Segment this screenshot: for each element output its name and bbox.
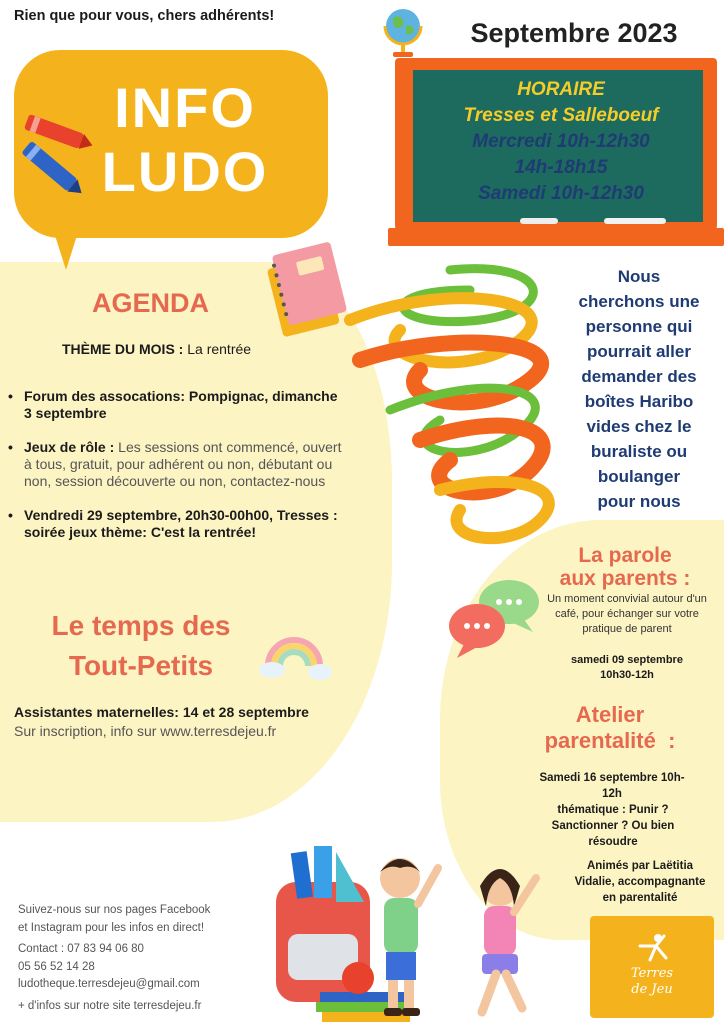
parole-date-line1: samedi 09 septembre xyxy=(571,654,683,666)
search-line: demander des xyxy=(581,367,697,386)
contact-block xyxy=(18,902,244,1015)
parole-description: Un moment convivial autour d'un café, pour échanger sur votre pratique de parent xyxy=(547,593,707,635)
parole-title xyxy=(540,544,710,590)
schedule-line1: Mercredi 10h-12h30 xyxy=(472,131,650,152)
assistantes-maternelles: Assistantes maternelles: 14 et 28 septembre xyxy=(14,704,309,720)
follow-line2: et Instagram pour les infos en direct! xyxy=(18,921,205,934)
follow-line1: Suivez-nous sur nos pages Facebook xyxy=(18,904,211,916)
atelier-theme-line1: thématique : Punir ? xyxy=(557,804,669,816)
atelier-date xyxy=(522,770,702,802)
kids-illustration xyxy=(274,842,574,1024)
website-link: + d'infos sur notre site terresdejeu.fr xyxy=(18,999,202,1012)
atelier-title xyxy=(518,702,702,754)
bubble-title-line1: INFO xyxy=(114,76,256,139)
agenda-item-bold: Jeux de rôle : xyxy=(24,439,119,455)
tagline: Rien que pour vous, chers adhérents! xyxy=(14,8,275,24)
phone-primary: Contact : 07 83 94 06 80 xyxy=(18,943,144,955)
atelier-date-line2: 12h xyxy=(602,788,622,800)
bubble-title-line2: LUDO xyxy=(101,140,269,203)
theme-value: La rentrée xyxy=(187,341,252,357)
chalkboard-ledge xyxy=(388,228,724,246)
parole-date-line2: 10h30-12h xyxy=(600,669,654,681)
search-notice xyxy=(565,264,713,514)
agenda-item-bold: Vendredi 29 septembre, 20h30-00h00, Tresses : soirée jeux thème: C'est la rentrée! xyxy=(24,507,338,540)
agenda-item-bold: Forum des assocations: Pompignac, dimanche 3 septembre xyxy=(24,388,338,421)
logo-text xyxy=(600,966,704,998)
schedule-locations: Tresses et Salleboeuf xyxy=(463,105,659,126)
atelier-title-line1: Atelier xyxy=(575,702,645,727)
rainbow-icon xyxy=(258,616,332,686)
email-address: ludotheque.terresdejeu@gmail.com xyxy=(18,978,200,990)
search-line: cherchons une xyxy=(578,292,700,311)
atelier-anim-line1: Animés par Laëtitia xyxy=(586,860,694,872)
schedule-title: HORAIRE xyxy=(517,79,605,100)
tout-petits-title-line2: Tout-Petits xyxy=(68,650,214,681)
globe-icon xyxy=(380,4,426,60)
atelier-date-line1: Samedi 16 septembre 10h- xyxy=(539,772,685,784)
search-line: buraliste ou xyxy=(590,442,688,461)
list-item xyxy=(8,507,346,541)
atelier-anim-line2: Vidalie, accompagnante xyxy=(574,876,706,888)
search-line: boulanger xyxy=(597,467,681,486)
logo-line2: de Jeu xyxy=(631,982,673,997)
atelier-animator xyxy=(560,858,720,906)
spiral-decoration xyxy=(330,250,580,550)
search-line: pour nous xyxy=(597,492,681,511)
theme-of-month xyxy=(62,341,251,357)
logo-figure-icon xyxy=(634,932,674,966)
atelier-title-line2: parentalité : xyxy=(544,728,676,753)
bubble-title xyxy=(70,76,300,204)
list-item xyxy=(8,439,346,490)
agenda-list xyxy=(8,388,346,558)
schedule-line2: 14h-18h15 xyxy=(514,157,608,178)
search-line: pourrait aller xyxy=(587,342,691,361)
parole-title-line1: La parole xyxy=(578,544,672,567)
parole-title-line2: aux parents : xyxy=(559,567,691,590)
chalk-piece xyxy=(520,218,558,224)
tout-petits-title xyxy=(26,606,256,686)
search-line: Nous xyxy=(617,267,661,286)
search-line: boîtes Haribo xyxy=(584,392,694,411)
eraser xyxy=(604,218,666,224)
atelier-theme-line3: résoudre xyxy=(588,836,638,848)
search-line: vides chez le xyxy=(586,417,692,436)
parole-date xyxy=(546,653,708,683)
search-line: personne qui xyxy=(585,317,693,336)
month-title: Septembre 2023 xyxy=(470,18,678,48)
phone-secondary: 05 56 52 14 28 xyxy=(18,960,95,973)
schedule-line3: Samedi 10h-12h30 xyxy=(478,183,644,204)
tout-petits-title-line1: Le temps des xyxy=(51,610,231,641)
theme-label: THÈME DU MOIS : xyxy=(62,341,188,357)
schedule xyxy=(418,77,704,207)
list-item xyxy=(8,388,346,422)
bubble-tail xyxy=(52,226,80,270)
agenda-item-text: Les sessions ont commencé, ouvert à tous, gratuit, pour adhérent ou non, débutant ou non, session découverte ou non, contactez-nous xyxy=(24,439,342,489)
atelier-anim-line3: en parentalité xyxy=(602,892,678,904)
agenda-title: AGENDA xyxy=(92,288,210,318)
crayons-icon xyxy=(14,110,94,210)
atelier-theme-line2: Sanctionner ? Ou bien xyxy=(551,820,675,832)
chat-bubbles-icon xyxy=(447,578,541,660)
assistantes-info: Sur inscription, info sur www.terresdejeu.fr xyxy=(14,723,277,739)
logo-line1: Terres xyxy=(630,966,674,981)
